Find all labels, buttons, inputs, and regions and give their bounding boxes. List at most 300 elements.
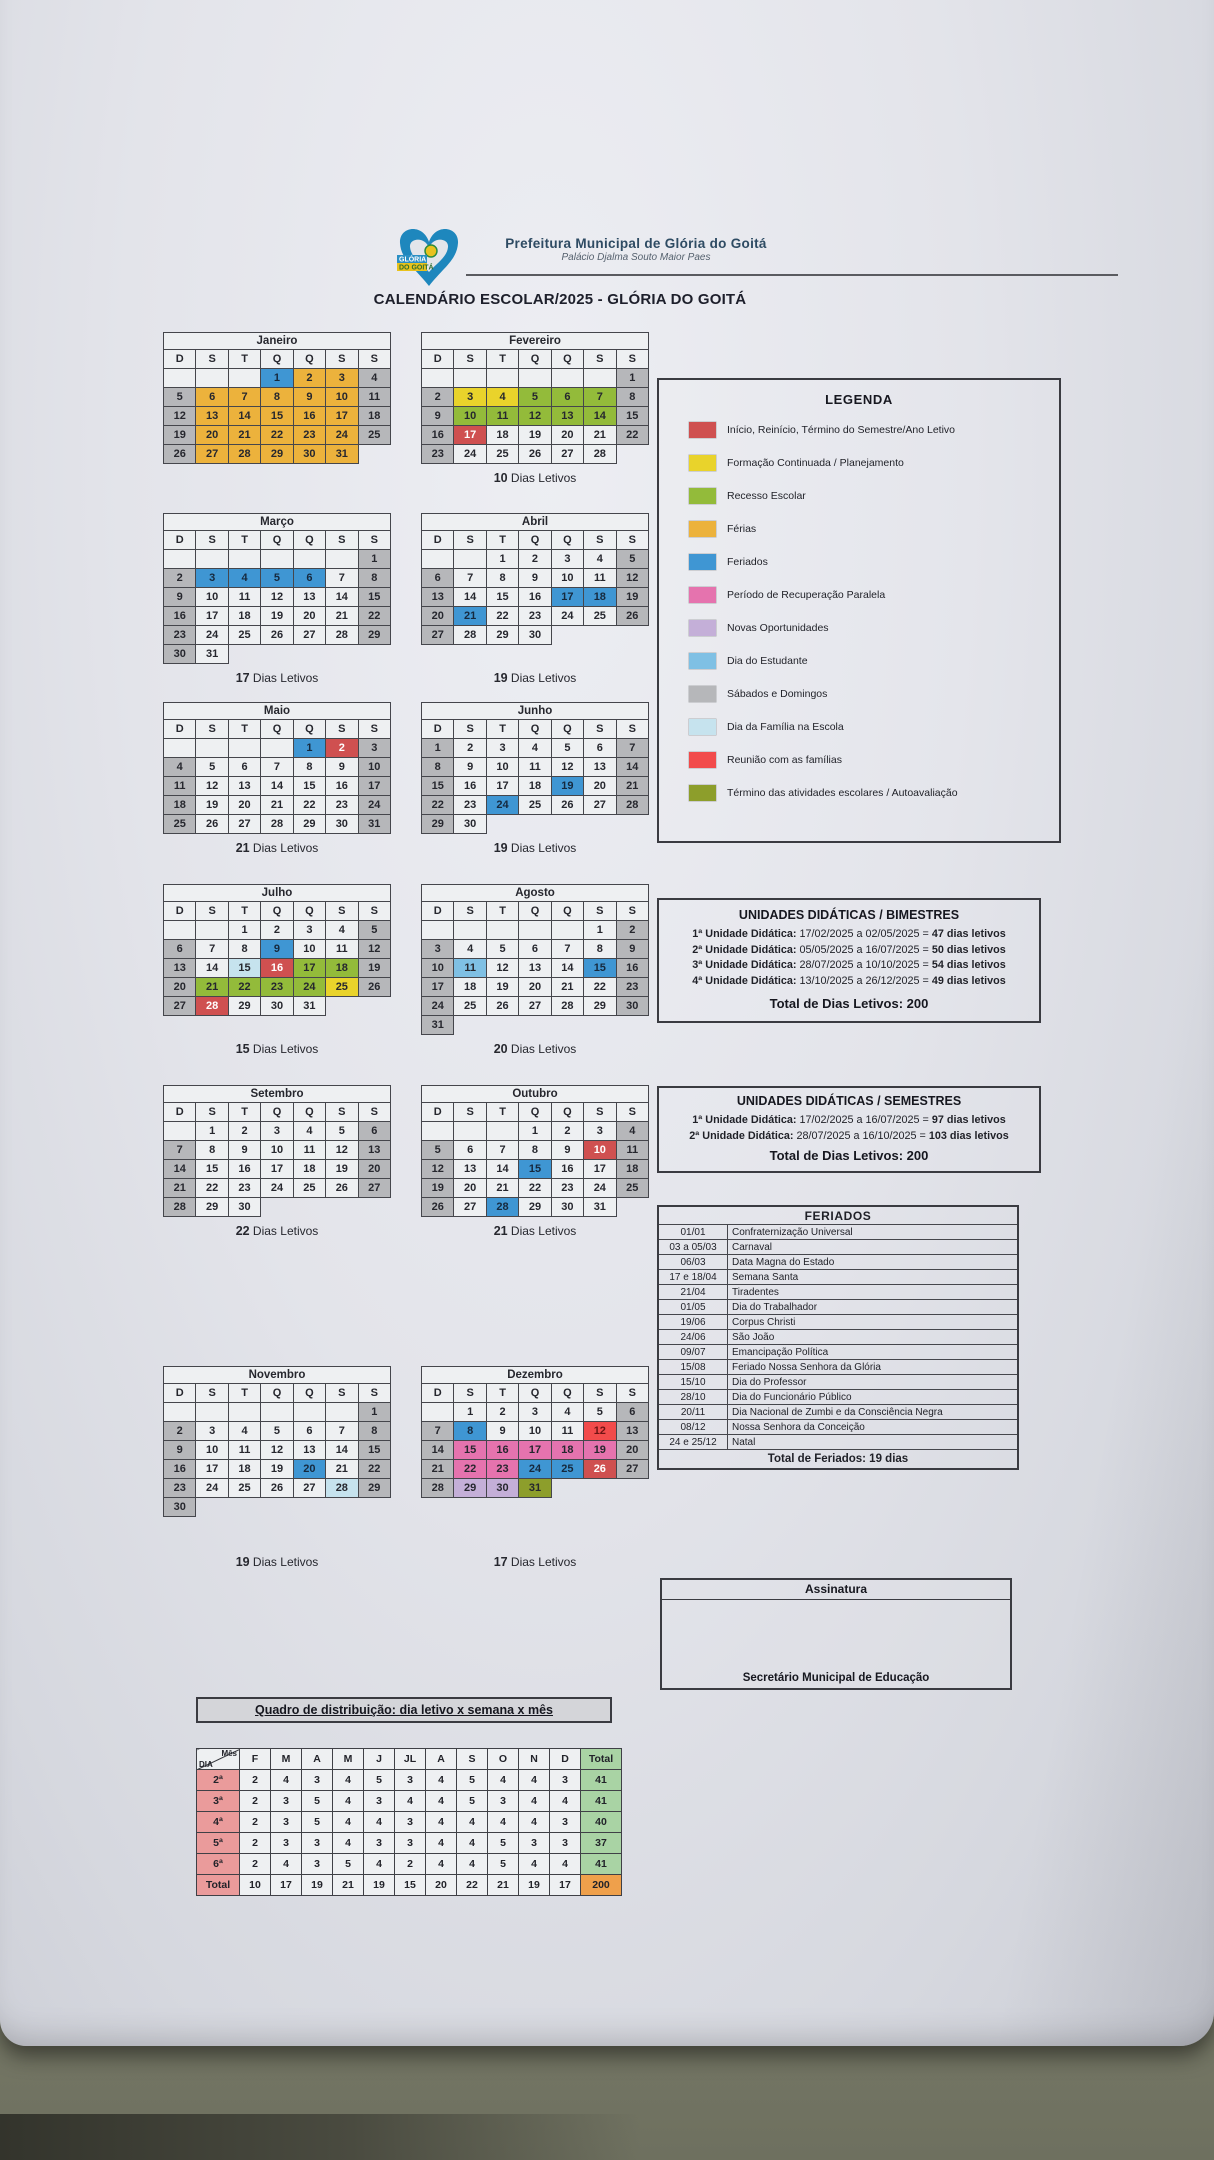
month-fevereiro	[421, 332, 649, 485]
month-table	[421, 884, 649, 1035]
feriado-row	[658, 1345, 1018, 1360]
blank-cell	[164, 739, 196, 758]
month-title-row	[164, 333, 391, 350]
day-cell: 4	[551, 1403, 583, 1422]
day-cell: 2	[486, 1403, 518, 1422]
weekday-header: S	[584, 350, 616, 369]
month-title: Abril	[422, 514, 649, 531]
day-cell: 18	[551, 1441, 583, 1460]
day-cell: 17	[358, 777, 390, 796]
quadro-header-row	[197, 1749, 622, 1770]
day-cell: 16	[616, 959, 648, 978]
weekday-header: S	[454, 531, 486, 550]
day-cell: 19	[486, 978, 518, 997]
day-cell: 7	[196, 940, 228, 959]
day-cell: 6	[422, 569, 454, 588]
feriado-date: 17 e 18/04	[658, 1270, 728, 1285]
quadro-total-cell: 21	[333, 1875, 364, 1896]
dias-letivos-label: 15 Dias Letivos	[235, 1042, 319, 1056]
blank-cell	[164, 1122, 196, 1141]
day-cell: 9	[551, 1141, 583, 1160]
blank-cell	[261, 550, 293, 569]
quadro-cell: 3	[550, 1812, 581, 1833]
quadro-row-total: 37	[581, 1833, 622, 1854]
novas-swatch	[689, 620, 716, 636]
day-cell: 6	[164, 940, 196, 959]
day-cell: 29	[519, 1198, 551, 1217]
blank-cell	[519, 369, 551, 388]
unidade-label: 4ª Unidade Didática:	[692, 974, 797, 987]
quadro-cell: 4	[519, 1791, 550, 1812]
feriados-table	[657, 1205, 1019, 1470]
desk-shadow	[0, 2114, 640, 2160]
semestres-title: UNIDADES DIDÁTICAS / SEMESTRES	[736, 1094, 962, 1108]
month-title: Dezembro	[422, 1367, 649, 1384]
assinatura-title: Assinatura	[662, 1580, 1010, 1600]
month-table	[421, 332, 649, 464]
week-row	[164, 815, 391, 834]
weekday-header: Q	[519, 531, 551, 550]
day-cell: 22	[228, 978, 260, 997]
weekday-header: S	[584, 902, 616, 921]
feriado-name: Natal	[728, 1435, 1019, 1450]
day-cell: 4	[228, 1422, 260, 1441]
day-cell: 2	[551, 1122, 583, 1141]
weekday-header: T	[228, 902, 260, 921]
day-cell: 6	[551, 388, 583, 407]
weekday-header: S	[196, 350, 228, 369]
day-cell: 31	[584, 1198, 616, 1217]
day-cell: 23	[422, 445, 454, 464]
day-cell: 23	[164, 1479, 196, 1498]
feriado-row	[658, 1285, 1018, 1300]
quadro-cell: 2	[240, 1812, 271, 1833]
feriado-row	[658, 1435, 1018, 1450]
day-cell: 7	[164, 1141, 196, 1160]
month-title: Outubro	[422, 1086, 649, 1103]
weekday-header: Q	[551, 350, 583, 369]
day-cell: 30	[486, 1479, 518, 1498]
week-row	[422, 1179, 649, 1198]
week-row	[164, 369, 391, 388]
quadro-column-header: A	[302, 1749, 333, 1770]
day-cell: 20	[519, 978, 551, 997]
corner-mes-label: Mês	[221, 1749, 237, 1758]
month-table	[421, 513, 649, 645]
unidade-label: 3ª Unidade Didática:	[692, 959, 797, 971]
legend-item	[689, 422, 1043, 438]
feriado-name: Emancipação Política	[728, 1345, 1019, 1360]
dias-letivos-count: 17	[493, 1555, 508, 1569]
blank-cell	[293, 550, 325, 569]
day-cell: 9	[519, 569, 551, 588]
day-cell: 14	[454, 588, 486, 607]
weekday-header: T	[486, 720, 518, 739]
day-cell: 3	[584, 1122, 616, 1141]
weekday-header: D	[422, 902, 454, 921]
blank-cell	[164, 369, 196, 388]
day-cell: 7	[584, 388, 616, 407]
day-cell: 11	[616, 1141, 648, 1160]
recuperacao-swatch	[689, 587, 716, 603]
feriado-date: 24 e 25/12	[658, 1435, 728, 1450]
unidade-line: 2ª Unidade Didática: 05/05/2025 a 16/07/2025 = 50 dias letivos	[692, 943, 1006, 956]
week-row	[164, 1179, 391, 1198]
week-row	[422, 407, 649, 426]
month-title-row	[164, 1367, 391, 1384]
day-cell: 30	[519, 626, 551, 645]
feriado-name: Dia do Funcionário Público	[728, 1390, 1019, 1405]
quadro-total-cell: 17	[271, 1875, 302, 1896]
weekday-header: Q	[261, 1103, 293, 1122]
day-cell: 13	[196, 407, 228, 426]
day-cell: 26	[519, 445, 551, 464]
day-cell: 27	[519, 997, 551, 1016]
day-cell: 21	[164, 1179, 196, 1198]
weekday-header: T	[486, 1103, 518, 1122]
day-cell: 2	[326, 739, 358, 758]
day-cell: 17	[584, 1160, 616, 1179]
day-cell: 17	[261, 1160, 293, 1179]
week-row	[422, 550, 649, 569]
day-cell: 29	[486, 626, 518, 645]
day-cell: 29	[228, 997, 260, 1016]
quadro-row-total: 41	[581, 1854, 622, 1875]
day-cell: 9	[422, 407, 454, 426]
unidade-value: 49 dias letivos	[931, 974, 1006, 987]
calendar-pair	[163, 702, 649, 855]
day-cell: 29	[261, 445, 293, 464]
day-cell: 24	[196, 1479, 228, 1498]
quadro-corner-cell	[197, 1749, 240, 1770]
month-title-row	[422, 1086, 649, 1103]
day-cell: 5	[196, 758, 228, 777]
day-cell: 2	[164, 569, 196, 588]
day-cell: 8	[228, 940, 260, 959]
legend-label: Recesso Escolar	[727, 490, 806, 502]
day-cell: 2	[164, 1422, 196, 1441]
dias-letivos-count: 20	[493, 1042, 508, 1056]
day-cell: 4	[616, 1122, 648, 1141]
month-title-row	[422, 514, 649, 531]
day-cell: 31	[519, 1479, 551, 1498]
day-cell: 28	[486, 1198, 518, 1217]
quadro-column-header: J	[364, 1749, 395, 1770]
quadro-total-cell: 15	[395, 1875, 426, 1896]
blank-cell	[584, 369, 616, 388]
week-row	[422, 777, 649, 796]
day-cell: 31	[196, 645, 228, 664]
day-cell: 3	[358, 739, 390, 758]
day-cell: 27	[422, 626, 454, 645]
month-table	[163, 1085, 391, 1217]
day-cell: 15	[616, 407, 648, 426]
day-cell: 13	[293, 588, 325, 607]
day-cell: 1	[486, 550, 518, 569]
quadro-cell: 3	[550, 1770, 581, 1791]
blank-cell	[454, 921, 486, 940]
quadro-cell: 4	[488, 1770, 519, 1791]
week-row	[422, 1422, 649, 1441]
day-cell: 12	[164, 407, 196, 426]
weekday-header: T	[486, 531, 518, 550]
day-cell: 11	[228, 588, 260, 607]
day-cell: 1	[454, 1403, 486, 1422]
month-julho	[163, 884, 391, 1056]
day-cell: 3	[261, 1122, 293, 1141]
weekday-header: Q	[551, 902, 583, 921]
weekday-header: Q	[293, 720, 325, 739]
day-cell: 10	[584, 1141, 616, 1160]
day-cell: 1	[584, 921, 616, 940]
feriado-date: 15/08	[658, 1360, 728, 1375]
month-title-row	[422, 703, 649, 720]
week-row	[164, 569, 391, 588]
month-março	[163, 513, 391, 685]
svg-text:GLÓRIA: GLÓRIA	[399, 256, 427, 264]
month-title-row	[164, 703, 391, 720]
month-title-row	[164, 885, 391, 902]
quadro-cell: 4	[519, 1812, 550, 1833]
day-cell: 10	[261, 1141, 293, 1160]
quadro-column-header: N	[519, 1749, 550, 1770]
quadro-row-total: 41	[581, 1770, 622, 1791]
unidade-value: 103 dias letivos	[928, 1129, 1009, 1142]
quadro-total-cell: 19	[519, 1875, 550, 1896]
quadro-cell: 3	[271, 1791, 302, 1812]
weekday-header: Q	[519, 1384, 551, 1403]
day-cell: 8	[293, 758, 325, 777]
weekday-header: Q	[261, 720, 293, 739]
quadro-cell: 2	[240, 1854, 271, 1875]
day-cell: 9	[164, 588, 196, 607]
dias-letivos-label: 21 Dias Letivos	[235, 841, 319, 855]
dias-letivos-label: 21 Dias Letivos	[493, 1224, 577, 1238]
week-row	[422, 921, 649, 940]
weekday-header: S	[326, 720, 358, 739]
weekday-header: Q	[519, 350, 551, 369]
month-title-row	[164, 1086, 391, 1103]
quadro-column-header: M	[333, 1749, 364, 1770]
weekday-header: Q	[551, 720, 583, 739]
day-cell: 22	[196, 1179, 228, 1198]
feriado-row	[658, 1270, 1018, 1285]
week-row	[164, 997, 391, 1016]
feriado-name: Corpus Christi	[728, 1315, 1019, 1330]
feriado-row	[658, 1405, 1018, 1420]
week-row	[422, 997, 649, 1016]
day-cell: 5	[358, 921, 390, 940]
quadro-cell: 4	[426, 1833, 457, 1854]
day-cell: 20	[616, 1441, 648, 1460]
weekday-header: T	[228, 1384, 260, 1403]
quadro-cell: 4	[426, 1812, 457, 1833]
weekday-header: D	[164, 902, 196, 921]
day-cell: 16	[228, 1160, 260, 1179]
day-cell: 14	[228, 407, 260, 426]
day-cell: 31	[293, 997, 325, 1016]
day-cell: 24	[326, 426, 358, 445]
blank-cell	[326, 1403, 358, 1422]
blank-cell	[228, 550, 260, 569]
feriado-name: São João	[728, 1330, 1019, 1345]
quadro-cell: 4	[333, 1812, 364, 1833]
legend-label: Dia da Família na Escola	[727, 721, 844, 733]
feriado-name: Semana Santa	[728, 1270, 1019, 1285]
quadro-cell: 5	[302, 1791, 333, 1812]
day-cell: 24	[293, 978, 325, 997]
quadro-grand-total: 200	[581, 1875, 622, 1896]
day-cell: 10	[326, 388, 358, 407]
week-row	[422, 815, 649, 834]
day-cell: 19	[551, 777, 583, 796]
quadro-column-header: O	[488, 1749, 519, 1770]
day-cell: 26	[196, 815, 228, 834]
week-row	[164, 1198, 391, 1217]
quadro-column-header: A	[426, 1749, 457, 1770]
day-cell: 9	[228, 1141, 260, 1160]
month-table	[421, 702, 649, 834]
feriado-date: 20/11	[658, 1405, 728, 1420]
day-cell: 12	[584, 1422, 616, 1441]
day-cell: 18	[358, 407, 390, 426]
corner-dia-label: DIA	[199, 1760, 213, 1769]
day-cell: 28	[261, 815, 293, 834]
day-cell: 29	[584, 997, 616, 1016]
day-cell: 25	[358, 426, 390, 445]
semestres-total: Total de Dias Letivos: 200	[769, 1147, 929, 1163]
day-cell: 20	[164, 978, 196, 997]
day-cell: 30	[164, 645, 196, 664]
week-row	[164, 1141, 391, 1160]
weekday-header: Q	[261, 350, 293, 369]
day-cell: 10	[454, 407, 486, 426]
feriado-row	[658, 1375, 1018, 1390]
day-cell: 13	[454, 1160, 486, 1179]
day-cell: 9	[454, 758, 486, 777]
day-cell: 17	[196, 1460, 228, 1479]
day-cell: 18	[326, 959, 358, 978]
day-cell: 16	[261, 959, 293, 978]
day-cell: 15	[486, 588, 518, 607]
weekday-header: S	[196, 902, 228, 921]
week-row	[422, 796, 649, 815]
week-row	[422, 739, 649, 758]
legend-item	[689, 752, 1043, 768]
weekday-header: Q	[551, 531, 583, 550]
day-cell: 12	[358, 940, 390, 959]
feriado-date: 03 a 05/03	[658, 1240, 728, 1255]
day-cell: 1	[616, 369, 648, 388]
day-cell: 17	[551, 588, 583, 607]
weekday-header: Q	[551, 1103, 583, 1122]
month-title: Janeiro	[164, 333, 391, 350]
feriado-name: Tiradentes	[728, 1285, 1019, 1300]
feriado-date: 01/01	[658, 1225, 728, 1240]
weekday-header: Q	[293, 902, 325, 921]
quadro-row-label: 2ª	[197, 1770, 240, 1791]
quadro-cell: 4	[333, 1833, 364, 1854]
blank-cell	[486, 921, 518, 940]
quadro-row	[197, 1770, 622, 1791]
weekday-header: Q	[261, 902, 293, 921]
quadro-cell: 3	[519, 1833, 550, 1854]
blank-cell	[551, 921, 583, 940]
week-row	[164, 607, 391, 626]
legend-item	[689, 686, 1043, 702]
weekday-header: S	[326, 1384, 358, 1403]
weekday-header: D	[164, 350, 196, 369]
quadro-row	[197, 1833, 622, 1854]
week-row	[164, 550, 391, 569]
day-cell: 20	[422, 607, 454, 626]
quadro-body	[197, 1749, 622, 1896]
quadro-cell: 3	[302, 1833, 333, 1854]
quadro-total-cell: 19	[302, 1875, 333, 1896]
quadro-cell: 4	[426, 1770, 457, 1791]
day-cell: 18	[228, 607, 260, 626]
quadro-column-header: M	[271, 1749, 302, 1770]
feriado-date: 28/10	[658, 1390, 728, 1405]
feriado-row	[658, 1330, 1018, 1345]
day-cell: 16	[454, 777, 486, 796]
unidade-label: 2ª Unidade Didática:	[692, 943, 797, 956]
quadro-cell: 4	[550, 1791, 581, 1812]
day-cell: 6	[293, 569, 325, 588]
quadro-cell: 3	[364, 1833, 395, 1854]
day-cell: 21	[616, 777, 648, 796]
weekday-header: D	[164, 1103, 196, 1122]
inicio-swatch	[689, 422, 716, 438]
dias-letivos-label: 19 Dias Letivos	[493, 671, 577, 685]
weekday-row	[422, 531, 649, 550]
quadro-cell: 4	[271, 1770, 302, 1791]
dias-letivos-count: 19	[493, 841, 508, 855]
weekday-header: S	[326, 902, 358, 921]
day-cell: 24	[454, 445, 486, 464]
day-cell: 20	[584, 777, 616, 796]
day-cell: 14	[551, 959, 583, 978]
day-cell: 20	[358, 1160, 390, 1179]
day-cell: 21	[326, 1460, 358, 1479]
day-cell: 4	[454, 940, 486, 959]
day-cell: 21	[228, 426, 260, 445]
day-cell: 28	[422, 1479, 454, 1498]
quadro-cell: 5	[302, 1812, 333, 1833]
day-cell: 7	[486, 1141, 518, 1160]
quadro-cell: 3	[302, 1770, 333, 1791]
day-cell: 15	[519, 1160, 551, 1179]
month-title: Maio	[164, 703, 391, 720]
feriado-name: Feriado Nossa Senhora da Glória	[728, 1360, 1019, 1375]
day-cell: 21	[261, 796, 293, 815]
weekday-header: T	[228, 350, 260, 369]
weekday-row	[422, 720, 649, 739]
quadro-cell: 3	[302, 1854, 333, 1875]
blank-cell	[164, 1403, 196, 1422]
feriado-row	[658, 1225, 1018, 1240]
day-cell: 10	[293, 940, 325, 959]
weekday-header: D	[422, 720, 454, 739]
quadro-title-bar: Quadro de distribuição: dia letivo x semana x mês	[196, 1697, 612, 1723]
day-cell: 13	[551, 407, 583, 426]
weekday-row	[164, 1103, 391, 1122]
unidade-label: 2ª Unidade Didática:	[689, 1129, 794, 1142]
day-cell: 16	[164, 1460, 196, 1479]
day-cell: 22	[616, 426, 648, 445]
day-cell: 5	[164, 388, 196, 407]
day-cell: 18	[486, 426, 518, 445]
